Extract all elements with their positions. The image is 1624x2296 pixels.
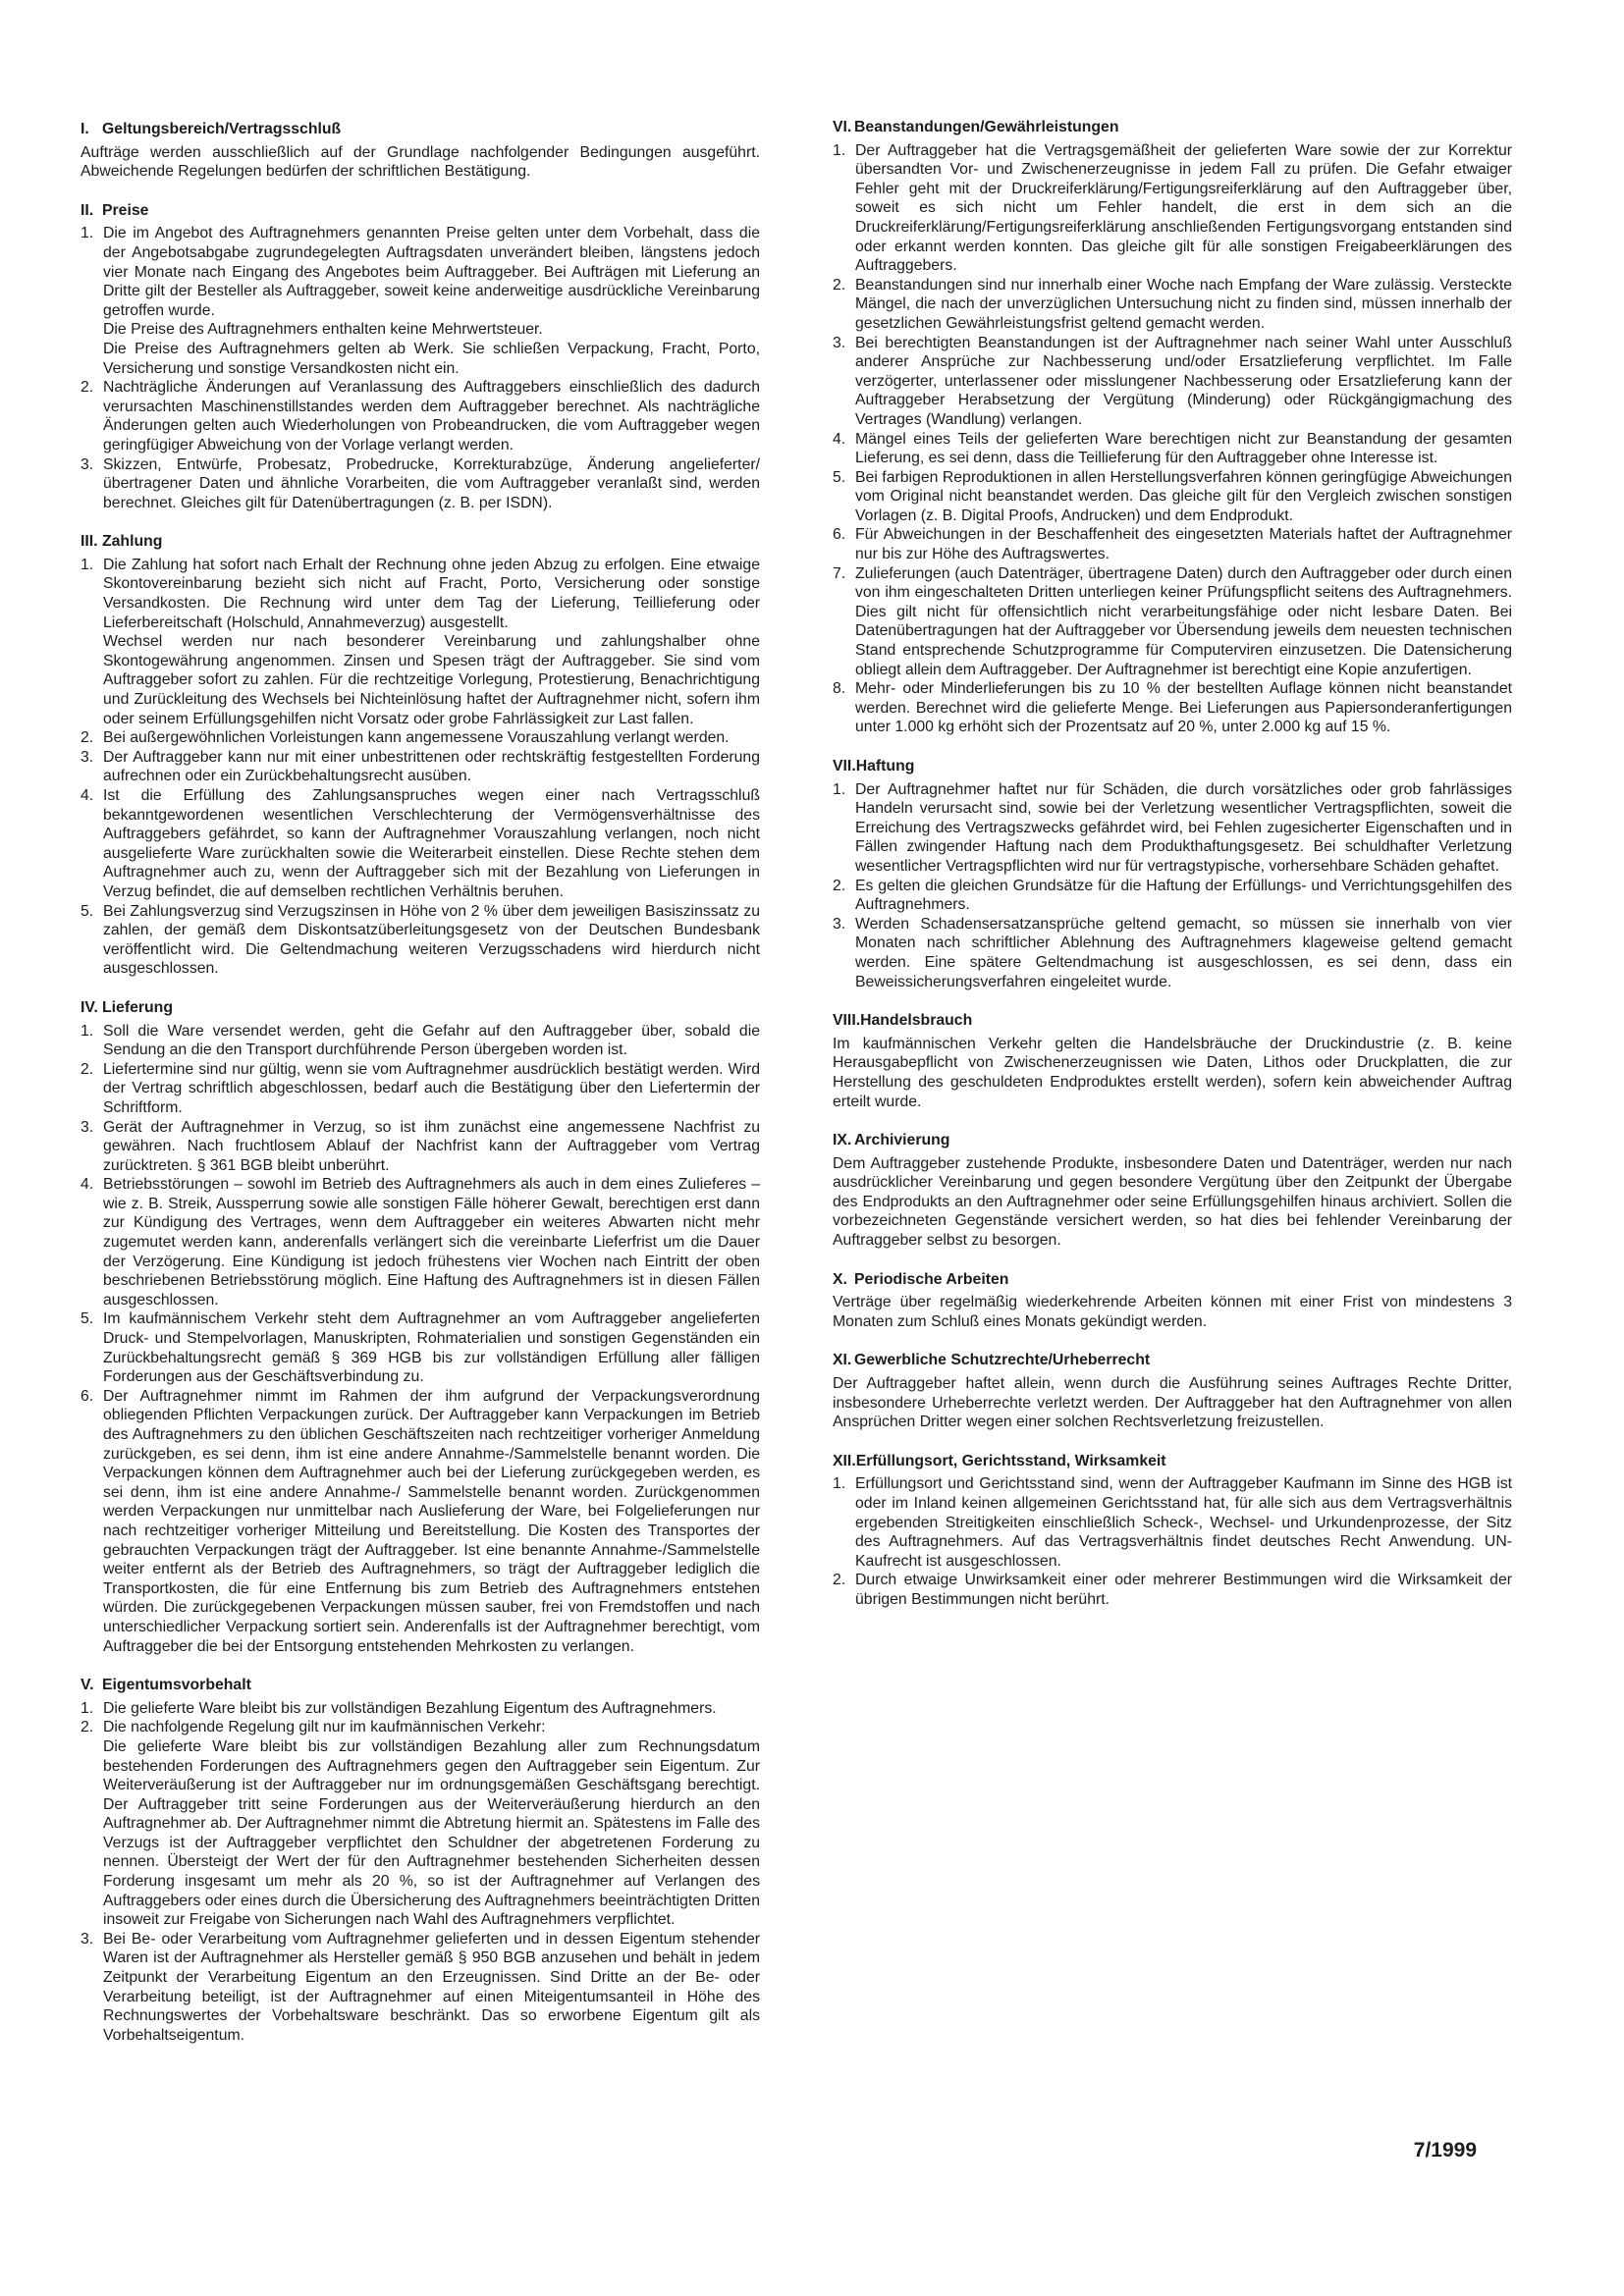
section-number: III.	[81, 533, 98, 551]
clause-text: Mängel eines Teils der gelieferten Ware berechtigen nicht zur Beanstandung der gesamten Lieferung, es sei denn, dass die Teillieferung für den Auftraggeber ohne Interesse ist.	[855, 430, 1512, 467]
clause-item	[833, 780, 1512, 877]
section-title: Handelsbrauch	[860, 1012, 973, 1030]
section-number: II.	[81, 201, 94, 219]
clause-text: Bei Be- oder Verarbeitung vom Auftragnehmer gelieferten und in dessen Eigentum stehender Waren ist der Auftragnehmer als Hersteller gemäß § 950 BGB anzusehen und behält in jedem Zeitpunkt der Verarbeitung Eigentum an den Erzeugnissen. Sind Dritte an der Be- oder Verarbeitung beteiligt, ist der Auftragnehmer auf einen Miteigentumsanteil in Höhe des Rechnungswertes der Vorbehaltsware beschränkt. Das so erworbene Eigentum gilt als Vorbehaltseigentum.	[103, 1930, 760, 2044]
clause-list	[81, 1699, 760, 2046]
clause-number: 7.	[833, 564, 846, 582]
clause-item	[81, 902, 760, 979]
clause-item	[81, 1699, 760, 1719]
clause-item	[81, 1309, 760, 1386]
clause-number: 1.	[81, 1022, 94, 1040]
section-title: Periodische Arbeiten	[854, 1270, 1009, 1288]
section-viii	[833, 1011, 1512, 1111]
clause-text: Durch etwaige Unwirksamkeit einer oder mehrerer Bestimmungen wird die Wirksamkeit der übrigen Bestimmungen nicht berührt.	[855, 1572, 1512, 1608]
section-number: VI.	[833, 119, 852, 135]
clause-number: 3.	[81, 1930, 94, 1948]
clause-number: 3.	[833, 915, 846, 933]
section-title: Lieferung	[102, 998, 173, 1016]
section-intro: Im kaufmännischen Verkehr gelten die Handelsbräuche der Druckindustrie (z. B. keine Herausgabepflicht von Zwischenerzeugnissen wie Daten, Lithos oder Druckplatten, die zur Herstellung des geschuldeten Endproduktes erstellt werden), sofern kein abweichender Auftrag erteilt wurde.	[833, 1035, 1512, 1110]
clause-text: Skizzen, Entwürfe, Probesatz, Probedrucke, Korrekturabzüge, Änderung angelieferter/übertragener Daten und ähnliche Vorarbeiten, die vom Auftraggeber veranlaßt sind, werden berechnet. Gleiches gilt für Datenübertragungen (z. B. per ISDN).	[103, 455, 760, 511]
clause-number: 4.	[81, 787, 94, 804]
section-title: Gewerbliche Schutzrechte/Urheberrecht	[854, 1352, 1151, 1369]
clause-list	[833, 780, 1512, 992]
clause-item	[833, 1474, 1512, 1571]
section-heading	[833, 1452, 1512, 1471]
clause-number: 6.	[81, 1387, 94, 1405]
clause-item	[833, 334, 1512, 430]
clause-text: Bei farbigen Reproduktionen in allen Herstellungsverfahren können geringfügige Abweichungen vom Original nicht beanstandet werden. Das gleiche gilt für den Vergleich zwischen sonstigen Vorlagen (z. B. Digital Proofs, Andrucken) und dem Endprodukt.	[855, 468, 1512, 524]
clause-item	[81, 455, 760, 513]
clause-number: 2.	[833, 276, 846, 294]
clause-item	[833, 468, 1512, 526]
section-title: Preise	[102, 201, 149, 219]
clause-text: Die gelieferte Ware bleibt bis zur vollständigen Bezahlung aller zum Rechnungsdatum bestehenden Forderungen des Auftragnehmers gegen den Auftraggeber sein Eigentum. Zur Weiterveräußerung ist der Auftraggeber nur im ordnungsgemäßen Geschäftsgang berechtigt. Der Auftraggeber tritt seine Forderungen aus der Weiterveräußerung hierdurch an den Auftragnehmer ab. Der Auftragnehmer nimmt die Abtretung hiermit an. Spätestens im Falle des Verzugs ist der Auftraggeber verpflichtet den Schuldner der abgetretenen Forderung zu nennen. Übersteigt der Wert der für den Auftragnehmer bestehenden Sicherheiten dessen Forderung insgesamt um mehr als 20 %, so ist der Auftragnehmer auf Verlangen des Auftraggebers oder eines durch die Übersicherung des Auftragnehmers beeinträchtigten Dritten insoweit zur Freigabe von Sicherungen nach Wahl des Auftragnehmers verpflichtet.	[103, 1737, 760, 1929]
clause-number: 2.	[81, 1719, 94, 1736]
clause-item	[81, 1930, 760, 2046]
section-intro: Der Auftraggeber haftet allein, wenn durch die Ausführung seines Auftrages Rechte Dritter, insbesondere Urheberrechte verletzt werden. Der Auftraggeber hat den Auftragnehmer von allen Ansprüchen Dritter wegen einer solchen Rechtsverletzung freizustellen.	[833, 1375, 1512, 1431]
clause-number: 1.	[833, 780, 846, 798]
clause-number: 3.	[81, 1118, 94, 1136]
document-version: 7/1999	[1413, 2139, 1477, 2162]
section-vii	[833, 757, 1512, 991]
clause-item	[81, 748, 760, 786]
section-heading	[81, 201, 760, 221]
section-intro: Aufträge werden ausschließlich auf der Grundlage nachfolgender Bedingungen ausgeführt. Abweichende Regelungen bedürfen der schriftlichen Bestätigung.	[81, 143, 760, 181]
section-title: Erfüllungsort, Gerichtsstand, Wirksamkeit	[855, 1452, 1166, 1469]
clause-number: 5.	[81, 1310, 94, 1328]
clause-text: Gerät der Auftragnehmer in Verzug, so ist ihm zunächst eine angemessene Nachfrist zu gewähren. Nach fruchtlosem Ablauf der Nachfrist kann der Auftraggeber vom Vertrag zurücktreten. § 361 BGB bleibt unberührt.	[103, 1118, 760, 1174]
clause-item	[81, 556, 760, 728]
clause-text: Soll die Ware versendet werden, geht die Gefahr auf den Auftraggeber über, sobald die Sendung an die den Transport durchführende Person übergeben worden ist.	[103, 1022, 760, 1059]
clause-text: Nachträgliche Änderungen auf Veranlassung des Auftraggebers einschließlich des dadurch verursachten Maschinenstillstandes werden dem Auftraggeber berechnet. Als nachträgliche Änderungen gelten auch Wiederholungen von Probeandrucken, die vom Auftraggeber wegen geringfügiger Abweichung von der Vorlage verlangt werden.	[103, 379, 760, 454]
clause-text: Werden Schadensersatzansprüche geltend gemacht, so müssen sie innerhalb von vier Monaten nach schriftlicher Ablehnung des Auftragnehmers klageweise geltend gemacht werden. Eine spätere Geltendmachung ist ausgeschlossen, es sei denn, dass ein Beweissicherungsverfahren eingeleitet wurde.	[855, 915, 1512, 990]
section-x	[833, 1270, 1512, 1332]
section-vi	[833, 118, 1512, 737]
clause-item	[833, 430, 1512, 468]
clause-text: Erfüllungsort und Gerichtsstand sind, wenn der Auftraggeber Kaufmann im Sinne des HGB ist oder im Inland keinen allgemeinen Gerichtsstand hat, für alle sich aus dem Vertragsverhältnis ergebenden Streitigkeiten einschließlich Scheck-, Wechsel- und Urkundenprozesse, der Sitz des Auftragnehmers. Auf das Vertragsverhältnis findet deutsches Recht Anwendung. UN-Kaufrecht ist ausgeschlossen.	[855, 1475, 1512, 1570]
clause-text: Die im Angebot des Auftragnehmers genannten Preise gelten unter dem Vorbehalt, dass die der Angebotsabgabe zugrundegelegten Auftragsdaten unverändert bleiben, längstens jedoch vier Monate nach Eingang des Angebotes beim Auftraggeber. Bei Aufträgen mit Lieferung an Dritte gilt der Besteller als Auftraggeber, soweit keine anderweitige ausdrückliche Vereinbarung getroffen wurde.	[103, 225, 760, 319]
clause-item	[81, 1718, 760, 1930]
section-number: V.	[81, 1677, 94, 1694]
clause-text: Beanstandungen sind nur innerhalb einer Woche nach Empfang der Ware zulässig. Versteckte Mängel, die nach der unverzüglichen Untersuchung nicht zu finden sind, müssen innerhalb der gesetzlichen Gewährleistungsfrist geltend gemacht werden.	[855, 276, 1512, 332]
section-xii	[833, 1452, 1512, 1610]
clause-item	[833, 1571, 1512, 1609]
section-heading	[81, 1676, 760, 1695]
section-number: VII.	[833, 758, 856, 774]
section-number: VIII.	[833, 1012, 861, 1030]
section-heading	[833, 1270, 1512, 1290]
clause-number: 2.	[833, 1572, 846, 1589]
section-heading	[833, 1351, 1512, 1370]
section-title: Eigentumsvorbehalt	[102, 1677, 251, 1694]
clause-item	[833, 679, 1512, 737]
section-ii	[81, 201, 760, 513]
clause-text: Es gelten die gleichen Grundsätze für die Haftung der Erfüllungs- und Verrichtungsgehilfen des Auftragnehmers.	[855, 877, 1512, 914]
section-number: XI.	[833, 1352, 852, 1369]
section-heading	[833, 757, 1512, 776]
section-heading	[833, 1131, 1512, 1150]
clause-text: Die Preise des Auftragnehmers gelten ab Werk. Sie schließen Verpackung, Fracht, Porto, Versicherung und sonstige Versandkosten nicht ein.	[103, 340, 760, 377]
clause-item	[833, 915, 1512, 991]
section-title: Haftung	[855, 758, 915, 774]
clause-number: 3.	[81, 455, 94, 473]
clause-text: Zulieferungen (auch Datenträger, übertragene Daten) durch den Auftraggeber oder durch einen von ihm eingeschalteten Dritten unterliegen keiner Prüfungspflicht seitens des Auftragnehmers. Dies gilt nicht für offensichtlich nicht verarbeitungsfähige oder nicht lesbare Daten. Bei Datenübertragungen hat der Auftraggeber vor Übersendung jeweils dem neuesten technischen Stand entsprechende Schutzprogramme für Computerviren einzusetzen. Die Datensicherung obliegt allein dem Auftraggeber. Der Auftragnehmer ist berechtigt eine Kopie anzufertigen.	[855, 564, 1512, 678]
section-title: Zahlung	[102, 533, 163, 551]
right-column	[833, 118, 1512, 1629]
clause-item	[81, 1060, 760, 1118]
clause-number: 2.	[81, 1060, 94, 1078]
clause-item	[81, 1387, 760, 1656]
section-title: Archivierung	[854, 1132, 950, 1149]
section-heading	[833, 1011, 1512, 1031]
clause-item	[833, 141, 1512, 276]
section-iv	[81, 998, 760, 1656]
section-intro: Verträge über regelmäßig wiederkehrende Arbeiten können mit einer Frist von mindestens 3 Monaten zum Schluß eines Monats gekündigt werden.	[833, 1294, 1512, 1330]
clause-item	[81, 1022, 760, 1060]
clause-list	[81, 224, 760, 512]
clause-number: 4.	[833, 430, 846, 448]
clause-text: Bei außergewöhnlichen Vorleistungen kann angemessene Vorauszahlung verlangt werden.	[103, 729, 730, 747]
clause-number: 1.	[81, 225, 94, 242]
clause-list	[81, 556, 760, 979]
clause-text: Der Auftraggeber kann nur mit einer unbestrittenen oder rechtskräftig festgestellten Forderung aufrechnen oder ein Zurückbehaltungsrecht ausüben.	[103, 748, 760, 785]
clause-number: 1.	[833, 141, 846, 159]
section-title: Geltungsbereich/Vertragsschluß	[102, 121, 342, 137]
clause-list	[81, 1022, 760, 1657]
section-ix	[833, 1131, 1512, 1251]
clause-item	[81, 728, 760, 748]
section-heading	[833, 118, 1512, 137]
section-number: X.	[833, 1270, 847, 1288]
clause-number: 4.	[81, 1176, 94, 1194]
section-number: IV.	[81, 998, 98, 1016]
clause-item	[81, 786, 760, 902]
clause-number: 2.	[81, 379, 94, 397]
section-heading	[81, 532, 760, 552]
clause-text: Die Zahlung hat sofort nach Erhalt der Rechnung ohne jeden Abzug zu erfolgen. Eine etwaige Skontovereinbarung bezieht sich nicht auf Fracht, Porto, Versicherung oder sonstige Versandkosten. Die Rechnung wird unter dem Tag der Lieferung, Teillieferung oder Lieferbereitschaft (Holschuld, Annahmeverzug) ausgestellt.	[103, 556, 760, 631]
section-number: IX.	[833, 1132, 852, 1149]
clause-text: Mehr- oder Minderlieferungen bis zu 10 % der bestellten Auflage können nicht beanstandet werden. Berechnet wird die gelieferte Menge. Bei Lieferungen aus Papiersonderanfertigungen unter 1.000 kg erhöht sich der Prozentsatz auf 20 %, unter 2.000 kg auf 15 %.	[855, 680, 1512, 736]
clause-text: Ist die Erfüllung des Zahlungsanspruches wegen einer nach Vertragsschluß bekanntgewordenen wesentlichen Verschlechterung der Vermögensverhältnisse des Auftraggebers gefährdet, so kann der Auftragnehmer Vorauszahlung verlangen, noch nicht ausgelieferte Ware zurückhalten sowie die Weiterarbeit einstellen. Diese Rechte stehen dem Auftragnehmer auch zu, wenn der Auftraggeber sich mit der Bezahlung von Lieferungen in Verzug befindet, die auf demselben rechtlichen Verhältnis beruhen.	[103, 787, 760, 900]
clause-item	[81, 378, 760, 454]
clause-number: 8.	[833, 680, 846, 698]
clause-text: Wechsel werden nur nach besonderer Vereinbarung und zahlungshalber ohne Skontogewährung angenommen. Zinsen und Spesen trägt der Auftraggeber. Sie sind vom Auftraggeber sofort zu zahlen. Für die rechtzeitige Vorlegung, Protestierung, Benachrichtigung und Zurückleitung des Wechsels bei Nichteinlösung haftet der Auftragnehmer nicht, sofern ihm oder seinem Erfüllungsgehilfen nicht Vorsatz oder grobe Fahrlässigkeit zur Last fallen.	[103, 633, 760, 727]
clause-text: Betriebsstörungen – sowohl im Betrieb des Auftragnehmers als auch in dem eines Zulieferes – wie z. B. Streik, Aussperrung sowie alle sonstigen Fälle höherer Gewalt, berechtigen erst dann zur Kündigung des Vertrages, wenn dem Auftraggeber ein weiteres Abwarten nicht mehr zugemutet werden kann, anderenfalls verlängert sich die vereinbarte Lieferfrist um die Dauer der Verzögerung. Eine Kündigung ist jedoch frühestens vier Wochen nach Eintritt der oben beschriebenen Betriebsstörung möglich. Eine Haftung des Auftragnehmers ist in diesen Fällen ausgeschlossen.	[103, 1176, 760, 1308]
section-intro: Dem Auftraggeber zustehende Produkte, insbesondere Daten und Datenträger, werden nur nach ausdrücklicher Vereinbarung und gegen besondere Vergütung über den Zeitpunkt der Übergabe des Endprodukts an den Auftragnehmer oder seine Erfüllungsgehilfen hinaus archiviert. Sollen die vorbezeichneten Gegenstände versichert werden, so hat dies bei fehlender Vereinbarung der Auftraggeber selbst zu besorgen.	[833, 1154, 1512, 1250]
clause-item	[81, 224, 760, 378]
clause-text: Die gelieferte Ware bleibt bis zur vollständigen Bezahlung Eigentum des Auftragnehmers.	[103, 1699, 717, 1717]
clause-text: Bei berechtigten Beanstandungen ist der Auftragnehmer nach seiner Wahl unter Ausschluß anderer Ansprüche zur Nachbesserung und/oder Ersatzlieferung verpflichtet. Im Falle verzögerter, unterlassener oder misslungener Nachbesserung oder Ersatzlieferung kann der Auftraggeber Herabsetzung der Vergütung (Minderung) oder Rückgängigmachung des Vertrages (Wandlung) verlangen.	[855, 334, 1512, 428]
clause-text: Liefertermine sind nur gültig, wenn sie vom Auftragnehmer ausdrücklich bestätigt werden. Wird der Vertrag schriftlich abgeschlossen, bedarf auch die Bestätigung über den Liefertermin der Schriftform.	[103, 1060, 760, 1116]
clause-number: 1.	[81, 1699, 94, 1717]
clause-number: 1.	[833, 1475, 846, 1493]
clause-item	[81, 1175, 760, 1309]
clause-number: 5.	[81, 902, 94, 920]
section-number: XII.	[833, 1452, 856, 1469]
section-heading	[81, 120, 760, 139]
clause-number: 5.	[833, 468, 846, 486]
clause-item	[833, 877, 1512, 915]
clause-item	[833, 564, 1512, 680]
clause-number: 2.	[81, 729, 94, 747]
section-title: Beanstandungen/Gewährleistungen	[854, 119, 1119, 135]
clause-list	[833, 141, 1512, 737]
clause-item	[833, 276, 1512, 334]
clause-number: 2.	[833, 877, 846, 894]
clause-number: 3.	[833, 334, 846, 351]
clause-text: Die Preise des Auftragnehmers enthalten keine Mehrwertsteuer.	[103, 321, 543, 339]
clause-text: Der Auftragnehmer nimmt im Rahmen der ihm aufgrund der Verpackungsverordnung obliegenden Pflichten Verpackungen zurück. Der Auftraggeber kann Verpackungen im Betrieb des Auftragnehmers zu den üblichen Geschäftszeiten nach rechtzeitiger vorheriger Anmeldung zurückgeben, es sei denn, ihm ist eine andere Annahme-/Sammelstelle benannt worden. Die Verpackungen können dem Auftragnehmer auch bei der Lieferung zurückgegeben werden, es sei denn, ihm ist eine andere Annahme-/ Sammelstelle benannt worden. Zurückgenommen werden Verpackungen nur unmittelbar nach Auslieferung der Ware, bei Folgelieferungen nur nach rechtzeitiger vorheriger Mitteilung und Bereitstellung. Die Kosten des Transportes der gebrauchten Verpackungen trägt der Auftraggeber. Ist eine benannte Annahme-/Sammelstelle weiter entfernt als der Betrieb des Auftragnehmers, so trägt der Auftraggeber lediglich die Transportkosten, die für eine Entfernung bis zum Betrieb des Auftragnehmers entstehen würden. Die zurückgegebenen Verpackungen müssen sauber, frei von Fremdstoffen und nach unterschiedlicher Verpackung sortiert sein. Anderenfalls ist der Auftragnehmer berechtigt, vom Auftraggeber die bei der Entsorgung entstehenden Mehrkosten zu verlangen.	[103, 1387, 760, 1655]
left-column	[81, 120, 760, 2064]
clause-text: Bei Zahlungsverzug sind Verzugszinsen in Höhe von 2 % über dem jeweiligen Basiszinssatz zu zahlen, der gemäß dem Diskontsatzüberleitungsgesetz von der Deutschen Bundesbank veröffentlicht wird. Die Geltendmachung weiteren Verzugsschadens wird hierdurch nicht ausgeschlossen.	[103, 902, 760, 978]
clause-text: Im kaufmännischem Verkehr steht dem Auftragnehmer an vom Auftraggeber angelieferten Druck- und Stempelvorlagen, Manuskripten, Rohmaterialien und sonstigen Gegenständen ein Zurückbehaltungsrecht gemäß § 369 HGB bis zur vollständigen Erfüllung aller fälligen Forderungen aus der Geschäftsverbindung zu.	[103, 1310, 760, 1386]
section-heading	[81, 998, 760, 1018]
clause-list	[833, 1474, 1512, 1609]
clause-number: 3.	[81, 748, 94, 766]
section-i	[81, 120, 760, 182]
section-v	[81, 1676, 760, 2045]
section-iii	[81, 532, 760, 979]
clause-text: Der Auftraggeber hat die Vertragsgemäßheit der gelieferten Ware sowie der zur Korrektur übersandten Vor- und Zwischenerzeugnisse in jedem Fall zu prüfen. Die Gefahr etwaiger Fehler geht mit der Druckreiferklärung/Fertigungsreiferklärung auf den Auftraggeber über, soweit es sich nicht um Fehler handelt, die erst in dem sich an die Druckreiferklärung/Fertigungsreiferklärung anschließenden Fertigungsvorgang entstanden sind oder erkannt werden konnten. Das gleiche gilt für alle sonstigen Freigabeerklärungen des Auftraggebers.	[855, 141, 1512, 275]
section-xi	[833, 1351, 1512, 1431]
clause-number: 6.	[833, 526, 846, 544]
clause-item	[81, 1118, 760, 1176]
section-number: I.	[81, 121, 89, 137]
clause-text: Die nachfolgende Regelung gilt nur im kaufmännischen Verkehr:	[103, 1719, 546, 1736]
clause-number: 1.	[81, 556, 94, 573]
clause-item	[833, 525, 1512, 563]
clause-text: Der Auftragnehmer haftet nur für Schäden, die durch vorsätzliches oder grob fahrlässiges Handeln verursacht sind, sowie bei der Verletzung wesentlicher Vertragspflichten, soweit die Erreichung des Vertragszwecks gefährdet wird, bei Fehlen zugesicherter Eigenschaften und in Fällen zwingender Haftung nach dem Produkthaftungsgesetz. Bei schuldhafter Verletzung wesentlicher Vertragspflichten wird nur für vertragstypische, vorhersehbare Schäden gehaftet.	[855, 780, 1512, 875]
clause-text: Für Abweichungen in der Beschaffenheit des eingesetzten Materials haftet der Auftragnehmer nur bis zur Höhe des Auftragswertes.	[855, 526, 1512, 563]
